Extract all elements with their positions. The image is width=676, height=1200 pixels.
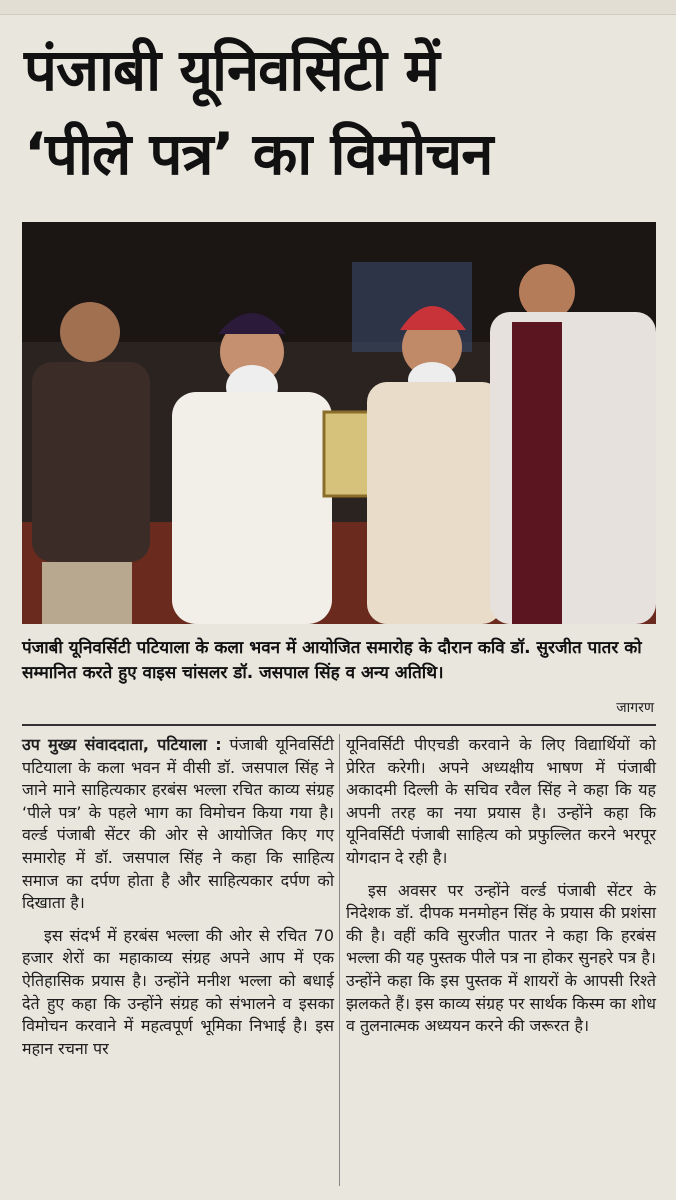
award-ceremony-photo [22,222,656,624]
intro-text: पंजाबी यूनिवर्सिटी पटियाला के कला भवन में वीसी डॉ. जसपाल सिंह ने जाने माने साहित्यकार हरबंस भल्ला रचित काव्य संग्रह ‘पीले पत्र’ के पहले भाग का विमोचन किया गया है। वर्ल्ड पंजाबी सेंटर की ओर से आयोजित किए गए समारोह में डॉ. जसपाल सिंह ने कहा कि साहित्य समाज का दर्पण होता है और साहित्यकार दर्पण को दिखाता है। [22,735,334,913]
caption-divider [22,724,656,726]
column-separator [339,734,340,1186]
byline: उप मुख्य संवाददाता, पटियाला : [22,735,222,754]
headline-line-2: ‘पीले पत्र’ का विमोचन [24,120,493,188]
torn-top-strip [0,0,676,15]
headline-line-1: पंजाबी यूनिवर्सिटी में [24,36,439,104]
paragraph-3: यूनिवर्सिटी पीएचडी करवाने के लिए विद्यार्थियों को प्रेरित करेगी। अपने अध्यक्षीय भाषण में पंजाबी अकादमी दिल्ली के सचिव रवैल सिंह ने कहा कि यह अपनी तरह का नया प्रयास है। उन्होंने कहा कि यूनिवर्सिटी पंजाबी साहित्य को प्रफुल्लित करने भरपूर योगदान दे रही है। [346,735,656,867]
photo-caption: पंजाबी यूनिवर्सिटी पटियाला के कला भवन में आयोजित समारोह के दौरान कवि डॉ. सुरजीत पातर को सम्मानित करते हुए वाइस चांसलर डॉ. जसपाल सिंह व अन्य अतिथि। [22,638,642,683]
news-photo [22,222,656,624]
paragraph-2: इस संदर्भ में हरबंस भल्ला की ओर से रचित 70 हजार शेरों का महाकाव्य संग्रह अपने आप में एक ऐतिहासिक प्रयास है। उन्होंने मनीश भल्ला को बधाई देते हुए कहा कि उन्होंने संग्रह को संभालने व इसका विमोचन करवाने में महत्वपूर्ण भूमिका निभाई है। इस महान रचना पर [22,925,334,1058]
headline [24,28,654,196]
article-column-left [22,734,334,1070]
article-column-right [346,734,656,1048]
paragraph-4: इस अवसर पर उन्होंने वर्ल्ड पंजाबी सेंटर के निदेशक डॉ. दीपक मनमोहन सिंह के प्रयास की प्रशंसा की है। वहीं कवि सुरजीत पातर ने कहा कि हरबंस भल्ला की यह पुस्तक पीले पत्र ना होकर सुनहरे पत्र है। उन्होंने कहा कि इस पुस्तक में शायरों के आपसी रिश्ते झलकते हैं। इस काव्य संग्रह पर सार्थक किस्म का शोध व तुलनात्मक अध्ययन करने की जरूरत है। [346,880,656,1036]
photo-credit: जागरण [616,700,654,716]
paragraph-intro [22,734,334,915]
